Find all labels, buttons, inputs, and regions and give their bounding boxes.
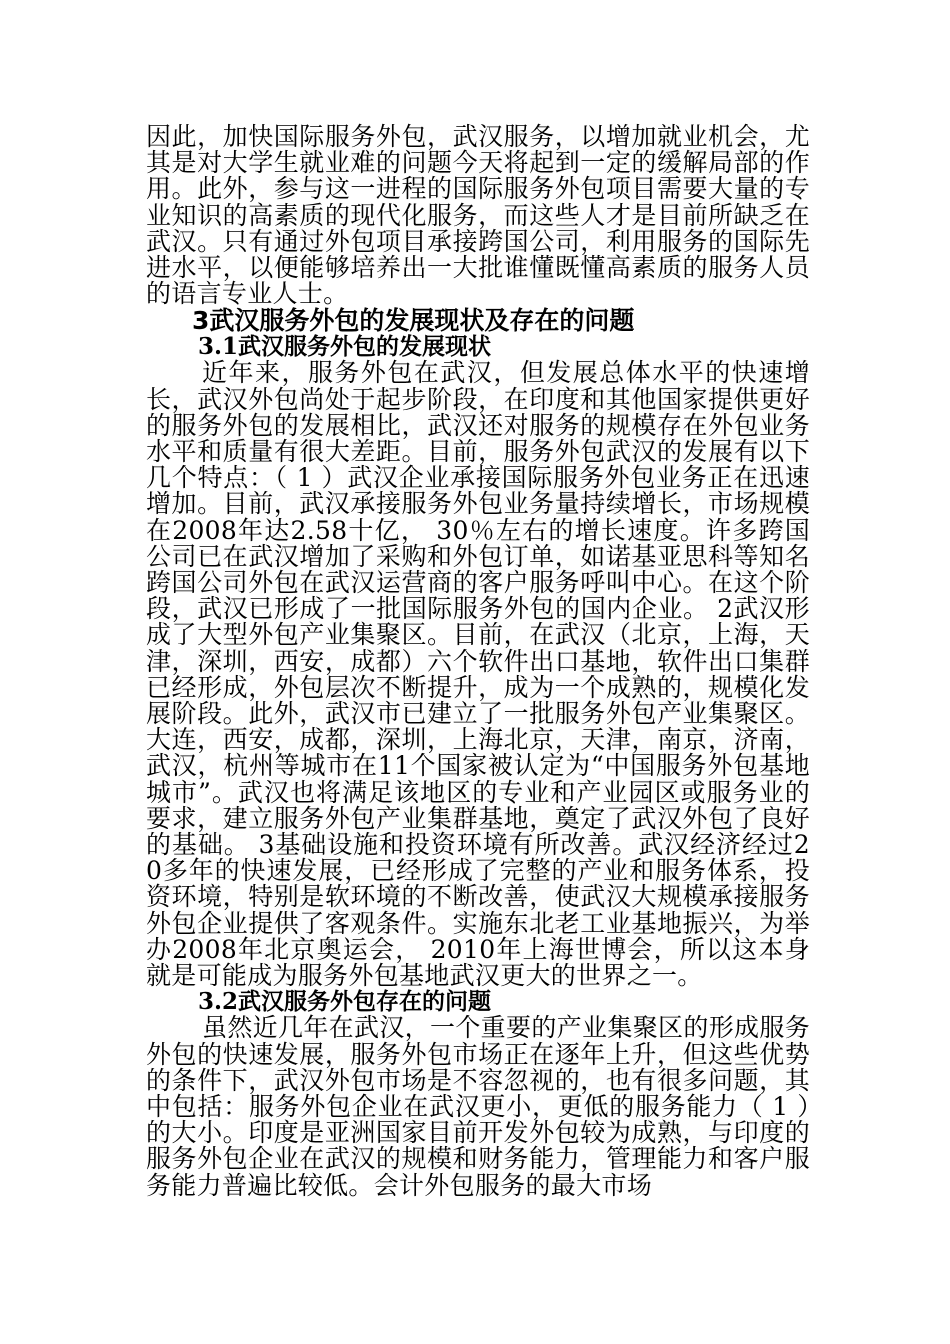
section-3-1-heading: 3.1武汉服务外包的发展现状 — [198, 333, 492, 361]
intro-paragraph: 因此，加快国际服务外包，武汉服务，以增加就业机会，尤其是对大学生就业难的问题今天将起到一定的缓解局部的作用。此外，参与这一进程的国际服务外包项目需要大量的专业知识的高素质的现代化服务，而这些人才是目前所缺乏在武汉。只有通过外包项目承接跨国公司，利用服务的国际先进水平，以便能够培养出一大批谁懂既懂高素质的服务人员的语言专业人士。 — [146, 122, 810, 309]
section-3-1-paragraph: 近年来，服务外包在武汉，但发展总体水平的快速增长，武汉外包尚处于起步阶段，在印度和其他国家提供更好的服务外包的发展相比，武汉还对服务的规模存在外包业务水平和质量有很大差距。目前，服务外包武汉的发展有以下几个特点：（ 1 ）武汉企业承接国际服务外包业务正在迅速增加。目前，武汉承接服务外包业务量持续增长，市场规模在2008年达2.58十亿， 30％左右的增长速度。许多跨国公司已在武汉增加了采购和外包订单，如诺基亚思科等知名跨国公司外包在武汉运营商的客户服务呼叫中心。在这个阶段，武汉已形成了一批国际服务外包的国内企业。 2武汉形成了大型外包产业集聚区。目前，在武汉（北京，上海，天津，深圳，西安，成都）六个软件出口基地，软件出口集群已经形成，外包层次不断提升，成为一个成熟的，规模化发展阶段。此外，武汉市已建立了一批服务外包产业集聚区。大连，西安，成都，深圳，上海北京，天津，南京，济南，武汉，杭州等城市在11个国家被认定为“中国服务外包基地城市”。武汉也将满足该地区的专业和产业园区或服务业的要求，建立服务外包产业集群基地，奠定了武汉外包了良好的基础。 3基础设施和投资环境有所改善。武汉经济经过20多年的快速发展，已经形成了完整的产业和服务体系，投资环境，特别是软环境的不断改善，使武汉大规模承接服务外包企业提供了客观条件。实施东北老工业基地振兴，为举办2008年北京奥运会， 2010年上海世博会，所以这本身就是可能成为服务外包基地武汉更大的世界之一。 — [146, 358, 810, 991]
section-3-heading: 3武汉服务外包的发展现状及存在的问题 — [192, 306, 635, 336]
section-3-2-heading: 3.2武汉服务外包存在的问题 — [198, 988, 492, 1016]
section-3-2-paragraph: 虽然近几年在武汉，一个重要的产业集聚区的形成服务外包的快速发展，服务外包市场正在逐年上升，但这些优势的条件下，武汉外包市场是不容忽视的，也有很多问题，其中包括：服务外包企业在武汉更小，更低的服务能力（ 1 ）的大小。印度是亚洲国家目前开发外包较为成熟，与印度的服务外包企业在武汉的规模和财务能力，管理能力和客户服务能力普遍比较低。会计外包服务的最大市场 — [146, 1013, 810, 1200]
document-page — [146, 124, 810, 1199]
